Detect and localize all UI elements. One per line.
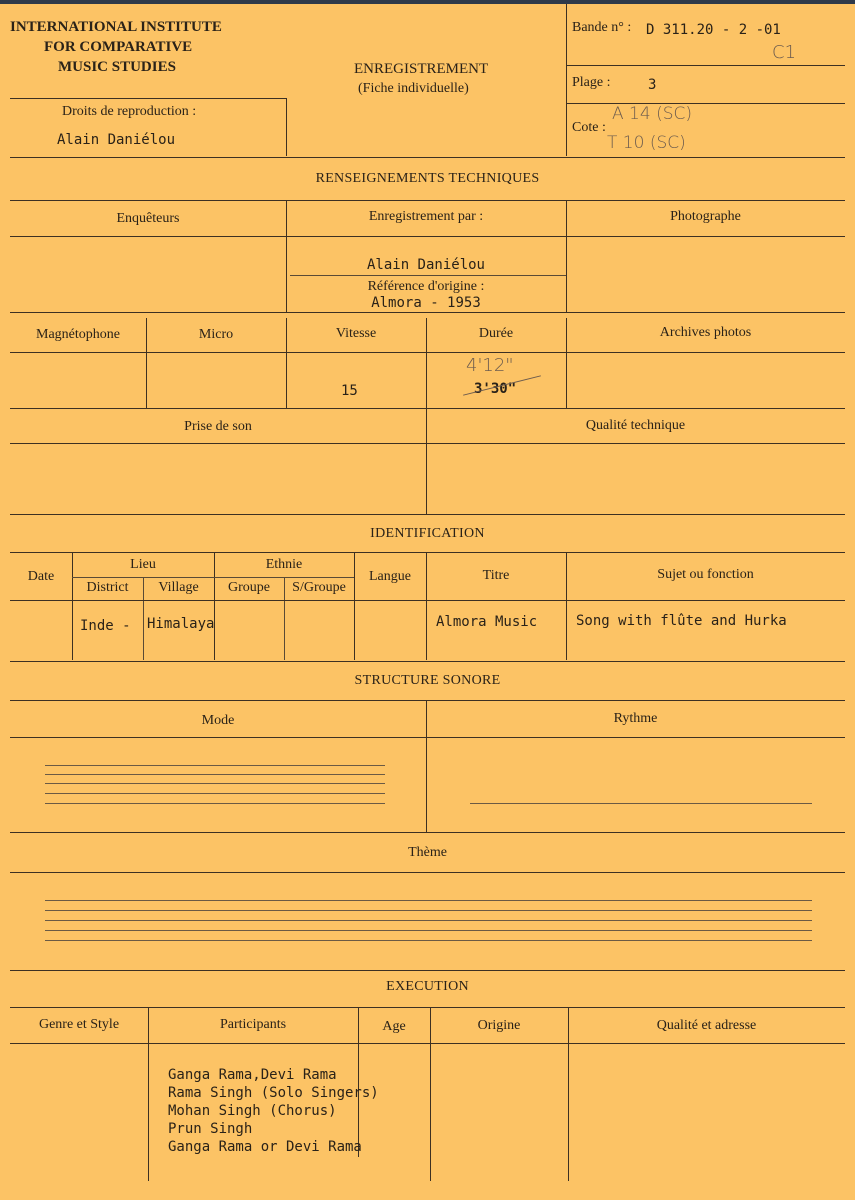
photographe-label: Photographe <box>670 209 741 224</box>
section-technical-title: RENSEIGNEMENTS TECHNIQUES <box>315 171 540 186</box>
theme-rule <box>45 910 812 911</box>
vitesse-label: Vitesse <box>335 326 377 341</box>
sgroupe-label: S/Groupe <box>292 580 346 595</box>
plage-label: Plage : <box>572 75 611 90</box>
cote-label: Cote : <box>572 120 606 135</box>
cote-handwritten-1: A 14 (SC) <box>612 104 692 124</box>
participant-line: Prun Singh <box>168 1121 253 1137</box>
top-edge <box>0 0 855 4</box>
rights-top-line <box>10 98 287 99</box>
participant-line: Mohan Singh (Chorus) <box>168 1103 337 1119</box>
rights-label: Droits de reproduction : <box>62 104 197 119</box>
cote-handwritten-2: T 10 (SC) <box>607 133 686 153</box>
district-value: Inde - <box>80 618 131 634</box>
qualite-technique-label: Qualité technique <box>585 418 686 433</box>
titre-label: Titre <box>482 568 510 583</box>
groupe-label: Groupe <box>228 580 270 595</box>
rythme-rule <box>470 803 812 804</box>
rights-value: Alain Daniélou <box>57 132 176 148</box>
section-identification-title: IDENTIFICATION <box>370 526 485 541</box>
theme-rule <box>45 940 812 941</box>
participant-line: Ganga Rama or Devi Rama <box>168 1139 362 1155</box>
institute-line-2: FOR COMPARATIVE <box>44 39 193 55</box>
theme-rule <box>45 930 812 931</box>
mode-rule <box>45 765 385 766</box>
participant-line: Ganga Rama,Devi Rama <box>168 1067 337 1083</box>
reference-value: Almora - 1953 <box>371 295 481 311</box>
archives-photos-label: Archives photos <box>659 325 752 340</box>
qualite-adresse-label: Qualité et adresse <box>656 1018 757 1033</box>
participant-line: Rama Singh (Solo Singers) <box>168 1085 379 1101</box>
mode-rule <box>45 803 385 804</box>
district-label: District <box>86 580 129 595</box>
participants-label: Participants <box>219 1017 287 1032</box>
micro-label: Micro <box>198 327 234 342</box>
duree-label: Durée <box>478 326 514 341</box>
enregistrement-par-value: Alain Daniélou <box>366 257 485 273</box>
theme-rule <box>45 900 812 901</box>
theme-rule <box>45 920 812 921</box>
village-label: Village <box>158 580 199 595</box>
bande-value: D 311.20 - 2 -01 <box>646 22 781 38</box>
sujet-label: Sujet ou fonction <box>657 567 754 582</box>
institute-line-3: MUSIC STUDIES <box>58 59 176 75</box>
mode-rule <box>45 783 385 784</box>
section-structure-title: STRUCTURE SONORE <box>354 673 501 688</box>
reference-label: Référence d'origine : <box>367 279 485 294</box>
mode-rule <box>45 793 385 794</box>
mode-label: Mode <box>201 713 235 728</box>
titre-value: Almora Music <box>436 614 538 630</box>
age-label: Age <box>382 1019 406 1034</box>
plage-value: 3 <box>648 77 657 93</box>
date-label: Date <box>27 569 55 584</box>
institute-line-1: INTERNATIONAL INSTITUTE <box>10 19 222 35</box>
village-value: Himalaya <box>147 616 215 632</box>
duree-value: 3'30" <box>474 381 517 397</box>
genre-style-label: Genre et Style <box>38 1017 120 1032</box>
duree-handwritten: 4'12" <box>466 355 514 376</box>
record-subtitle: (Fiche individuelle) <box>358 81 469 96</box>
lieu-label: Lieu <box>130 557 156 572</box>
header-right-divider <box>566 4 567 156</box>
record-title: ENREGISTREMENT <box>354 61 489 77</box>
enqueteurs-label: Enquêteurs <box>116 211 180 226</box>
vitesse-value: 15 <box>341 383 358 399</box>
origine-label: Origine <box>477 1018 521 1033</box>
bande-handwritten: C1 <box>772 42 797 63</box>
mode-rule <box>45 774 385 775</box>
rythme-label: Rythme <box>613 711 658 726</box>
enregistrement-par-label: Enregistrement par : <box>368 209 484 224</box>
sujet-value: Song with flûte and Hurka <box>576 613 787 629</box>
ethnie-label: Ethnie <box>265 557 303 572</box>
theme-label: Thème <box>408 845 447 860</box>
magnetophone-label: Magnétophone <box>36 327 120 342</box>
langue-label: Langue <box>369 569 411 584</box>
bande-label: Bande n° : <box>572 20 632 35</box>
section-execution-title: EXECUTION <box>386 979 469 994</box>
prise-de-son-label: Prise de son <box>184 419 252 434</box>
